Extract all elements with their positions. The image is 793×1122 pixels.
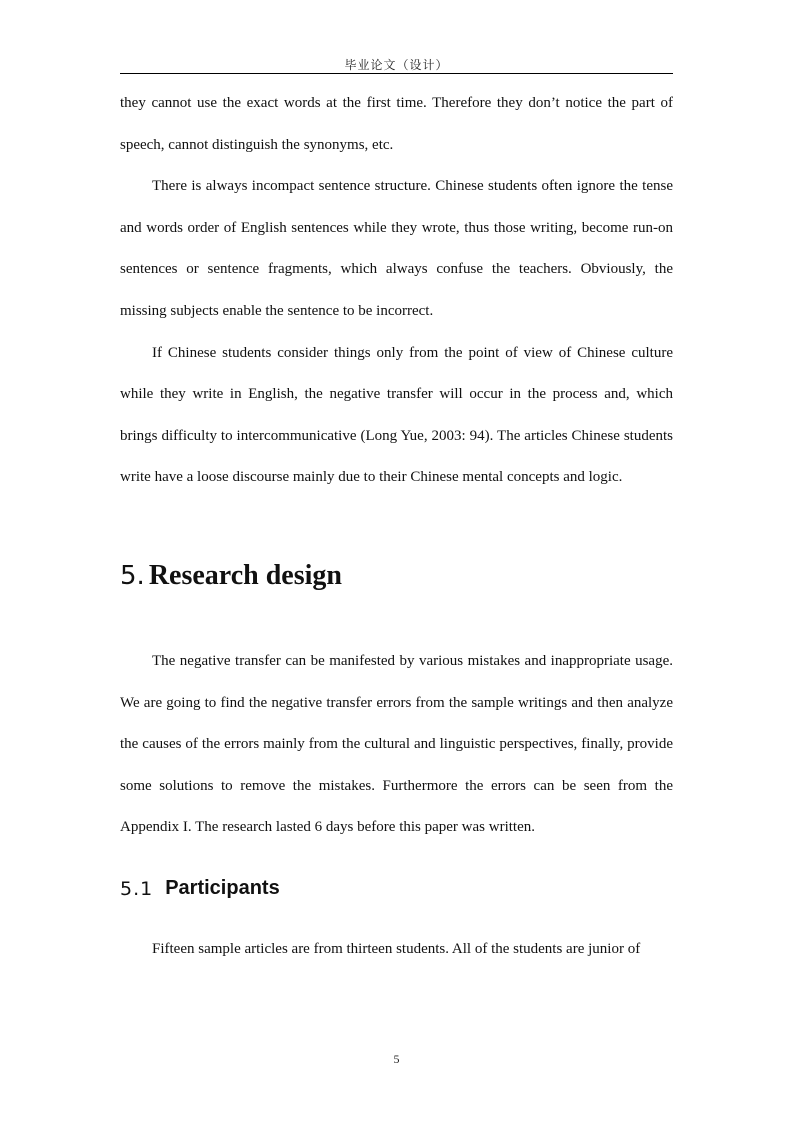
section-paragraph: The negative transfer can be manifested by various mistakes and inappropriate usage. We are going to find the negative transfer errors from the sample writings and then analyze the causes of the errors mainly from the cultural and linguistic perspectives, finally, provide some solutions to remove the mistakes. Furthermore the errors can be seen from the Appendix I. The research lasted 6 days before this paper was written. xyxy=(120,652,673,836)
subsection-heading xyxy=(120,849,673,929)
page-header: 毕业论文（设计） xyxy=(344,58,449,72)
paragraph-2: There is always incompact sentence structure. Chinese students often ignore the tense and words order of English sentences while they wrote, thus those writing, become run-on sentences or sentence fragments, which always confuse the teachers. Obviously, the missing subjects enable the sentence to be incorrect. xyxy=(120,178,673,319)
subsection-title: Participants xyxy=(165,877,280,900)
subsection-number: 5.1 xyxy=(120,877,154,900)
document-body xyxy=(120,83,673,971)
section-number: 5. xyxy=(120,560,145,591)
subsection-paragraph: Fifteen sample articles are from thirteen students. All of the students are junior of xyxy=(152,940,641,957)
page-number: 5 xyxy=(393,1052,400,1066)
section-title: Research design xyxy=(148,559,342,591)
header-rule xyxy=(120,73,673,74)
paragraph-1: they cannot use the exact words at the first time. Therefore they don’t notice the part of speech, cannot distinguish the synonyms, etc. xyxy=(120,95,673,153)
spacer xyxy=(120,499,673,521)
spacer xyxy=(120,631,673,641)
section-heading xyxy=(120,521,673,631)
paragraph-3: If Chinese students consider things only from the point of view of Chinese culture while they write in English, the negative transfer will occur in the process and, which brings difficulty to intercommunicative (Long Yue, 2003: 94). The articles Chinese students write have a loose discourse mainly due to their Chinese mental concepts and logic. xyxy=(120,344,673,486)
